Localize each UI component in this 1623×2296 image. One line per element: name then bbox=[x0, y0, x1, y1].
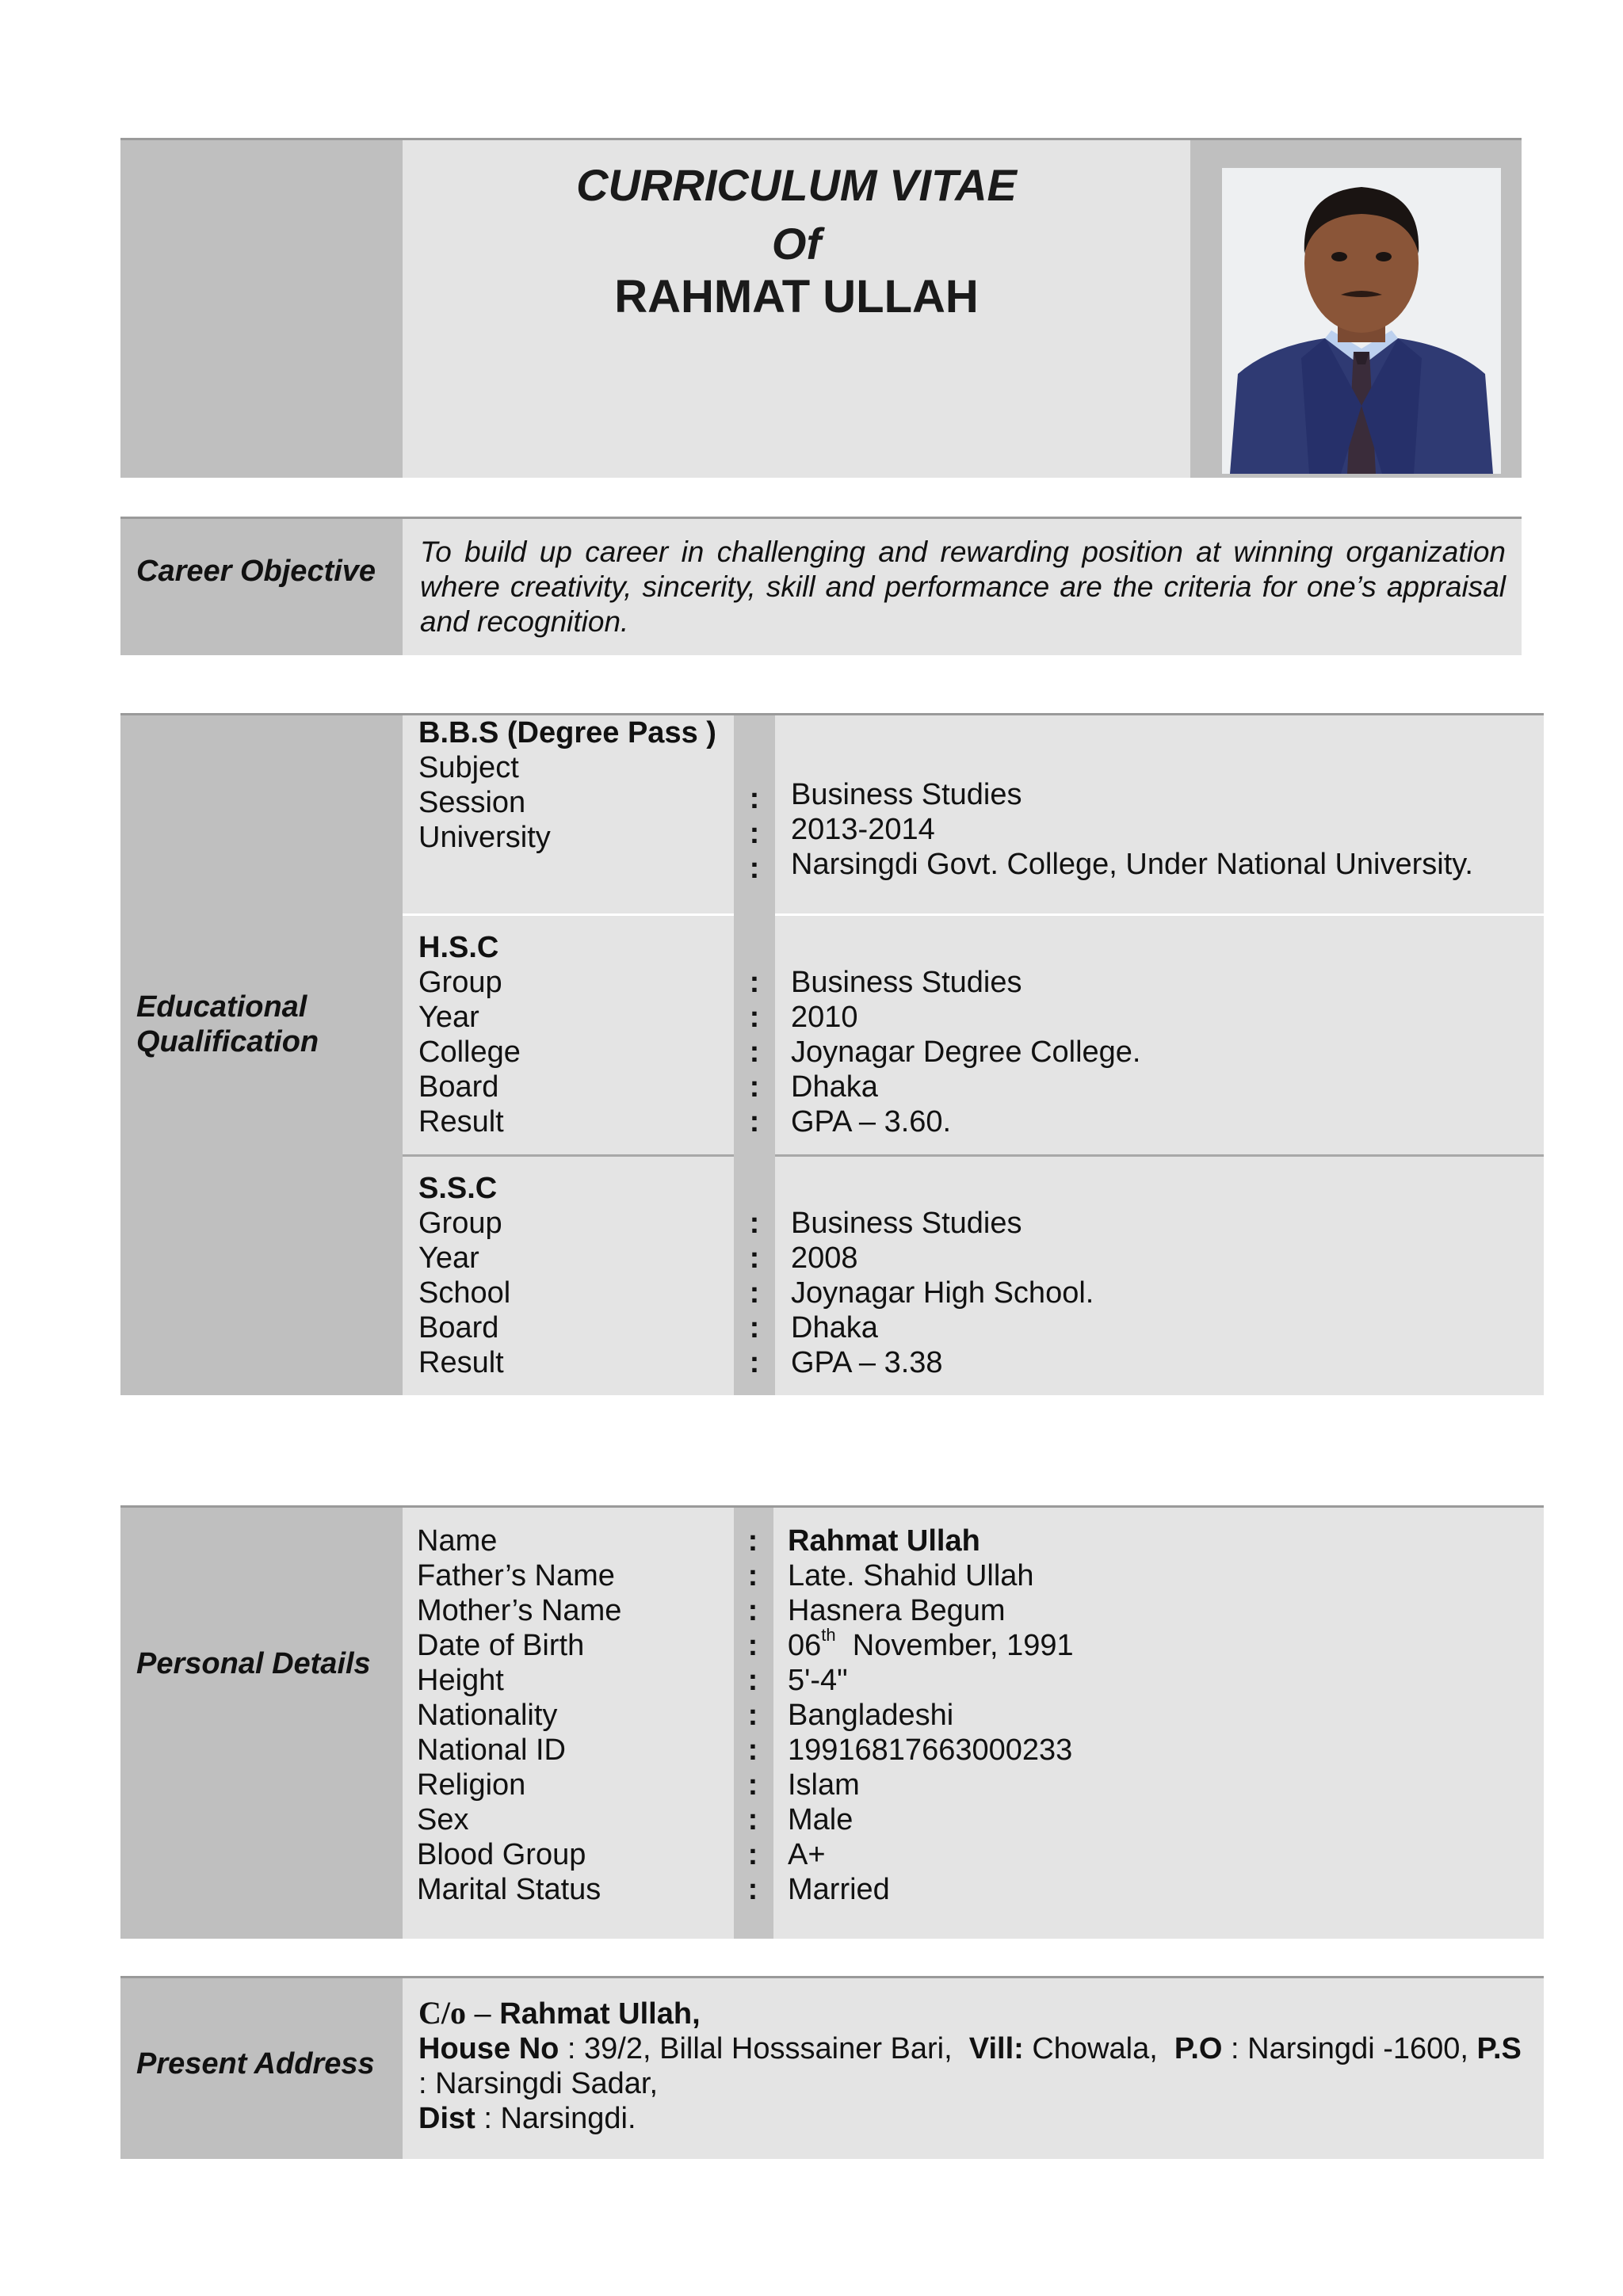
cv-name: RAHMAT ULLAH bbox=[614, 271, 979, 322]
colon: : bbox=[749, 1105, 760, 1138]
cv-title-of: Of bbox=[771, 219, 822, 269]
personal-value: Hasnera Begum bbox=[788, 1594, 1006, 1627]
ps-value: : Narsingdi Sadar, bbox=[418, 2067, 659, 2100]
personal-field: Father’s Name bbox=[417, 1559, 615, 1592]
po-value: : Narsingdi -1600, bbox=[1222, 2032, 1477, 2065]
colon: : bbox=[749, 1311, 760, 1344]
personal-values-panel bbox=[773, 1505, 1544, 1939]
colon: : bbox=[749, 782, 760, 815]
colon: : bbox=[749, 817, 760, 850]
colon: : bbox=[747, 1524, 758, 1558]
hsc-value: Joynagar Degree College. bbox=[791, 1035, 1141, 1069]
bbs-value: Narsingdi Govt. College, Under National University. bbox=[791, 848, 1473, 881]
colon: : bbox=[747, 1629, 758, 1662]
career-label-panel bbox=[120, 517, 403, 655]
colon: : bbox=[747, 1664, 758, 1697]
address-care-of bbox=[418, 1996, 1536, 2031]
ssc-value: Dhaka bbox=[791, 1311, 878, 1344]
ssc-value: Joynagar High School. bbox=[791, 1276, 1094, 1310]
address-label-panel bbox=[120, 1976, 403, 2159]
ssc-field: School bbox=[418, 1276, 511, 1310]
colon: : bbox=[747, 1699, 758, 1732]
education-label-panel bbox=[120, 713, 403, 1395]
ssc-heading: S.S.C bbox=[418, 1172, 498, 1205]
bbs-field: Subject bbox=[418, 751, 519, 784]
house-value: : 39/2, Billal Hosssainer Bari, bbox=[559, 2032, 969, 2065]
personal-field: National ID bbox=[417, 1733, 566, 1767]
personal-separator-column bbox=[734, 1505, 773, 1939]
cv-title: CURRICULUM VITAE bbox=[576, 160, 1017, 210]
colon: : bbox=[747, 1559, 758, 1592]
vill-label: Vill: bbox=[968, 2032, 1024, 2065]
personal-value: Male bbox=[788, 1803, 854, 1836]
hsc-field: Group bbox=[418, 966, 502, 999]
po-label: P.O bbox=[1174, 2032, 1223, 2065]
ssc-value: 2008 bbox=[791, 1241, 858, 1275]
colon: : bbox=[749, 1070, 760, 1104]
header-left-panel bbox=[120, 138, 403, 478]
personal-details-label: Personal Details bbox=[136, 1647, 371, 1680]
ssc-colons bbox=[734, 1206, 775, 1380]
colon: : bbox=[747, 1873, 758, 1906]
bbs-value: 2013-2014 bbox=[791, 813, 935, 846]
address-text-panel bbox=[403, 1976, 1544, 2159]
profile-photo bbox=[1222, 168, 1501, 474]
personal-value: Islam bbox=[788, 1768, 860, 1802]
ssc-value: Business Studies bbox=[791, 1207, 1022, 1240]
hsc-field: Board bbox=[418, 1070, 499, 1104]
colon: : bbox=[749, 852, 760, 885]
colon: : bbox=[749, 1346, 760, 1379]
bbs-field: Session bbox=[418, 786, 526, 819]
personal-field: Sex bbox=[417, 1803, 469, 1836]
colon: : bbox=[749, 966, 760, 999]
personal-field: Blood Group bbox=[417, 1838, 586, 1871]
colon: : bbox=[749, 1001, 760, 1034]
address-text bbox=[418, 1996, 1536, 2136]
personal-field: Mother’s Name bbox=[417, 1594, 622, 1627]
career-text-panel bbox=[403, 517, 1522, 655]
personal-label-panel bbox=[120, 1505, 403, 1939]
education-label-line2: Qualification bbox=[136, 1025, 319, 1058]
dob-suffix: th bbox=[821, 1625, 836, 1645]
personal-value: 19916817663000233 bbox=[788, 1733, 1073, 1767]
bbs-field: University bbox=[418, 821, 551, 854]
hsc-value: Business Studies bbox=[791, 966, 1022, 999]
colon: : bbox=[749, 1035, 760, 1069]
header-title-panel bbox=[403, 138, 1190, 478]
personal-value: Bangladeshi bbox=[788, 1699, 954, 1732]
personal-value: 5'-4" bbox=[788, 1664, 848, 1697]
colon: : bbox=[747, 1838, 758, 1871]
dist-label: Dist bbox=[418, 2102, 475, 2135]
colon: : bbox=[747, 1768, 758, 1802]
care-of-name: Rahmat Ullah, bbox=[499, 1997, 701, 2031]
personal-field: Name bbox=[417, 1524, 498, 1558]
dist-value: : Narsingdi. bbox=[475, 2102, 636, 2135]
colon: : bbox=[747, 1803, 758, 1836]
hsc-value: 2010 bbox=[791, 1001, 858, 1034]
present-address-label: Present Address bbox=[136, 2047, 375, 2081]
bbs-colons bbox=[734, 781, 775, 886]
colon: : bbox=[749, 1241, 760, 1275]
colon: : bbox=[749, 1276, 760, 1310]
personal-value: Married bbox=[788, 1873, 890, 1906]
bbs-values-panel bbox=[775, 713, 1544, 913]
career-objective-label: Career Objective bbox=[136, 555, 376, 588]
care-of-dash: – bbox=[466, 1997, 500, 2031]
hsc-field: Result bbox=[418, 1105, 504, 1138]
hsc-field: Year bbox=[418, 1001, 479, 1034]
hsc-colons bbox=[734, 965, 775, 1139]
hsc-heading: H.S.C bbox=[418, 931, 499, 964]
bbs-value: Business Studies bbox=[791, 778, 1022, 811]
personal-field: Marital Status bbox=[417, 1873, 601, 1906]
ssc-field: Group bbox=[418, 1207, 502, 1240]
ssc-value: GPA – 3.38 bbox=[791, 1346, 943, 1379]
vill-value: Chowala, bbox=[1023, 2032, 1174, 2065]
dob-day: 06 bbox=[788, 1629, 822, 1662]
personal-value: A+ bbox=[788, 1838, 826, 1871]
personal-field: Religion bbox=[417, 1768, 526, 1802]
hsc-value: GPA – 3.60. bbox=[791, 1105, 952, 1138]
ssc-values-panel bbox=[775, 1154, 1544, 1395]
personal-value-dob bbox=[788, 1625, 1074, 1663]
colon: : bbox=[747, 1594, 758, 1627]
hsc-values-panel bbox=[775, 913, 1544, 1155]
career-objective-text: To build up career in challenging and rewarding position at winning organization where creativity, sincerity, skill and performance are the criteria for one’s appraisal and recognition. bbox=[420, 536, 1506, 638]
personal-fields-panel bbox=[403, 1505, 734, 1939]
address-line bbox=[418, 2031, 1536, 2066]
ssc-field: Result bbox=[418, 1346, 504, 1379]
personal-field: Height bbox=[417, 1664, 504, 1697]
bbs-heading: B.B.S (Degree Pass ) bbox=[418, 716, 716, 749]
education-label-line1: Educational bbox=[136, 990, 307, 1024]
hsc-field: College bbox=[418, 1035, 521, 1069]
personal-value: Late. Shahid Ullah bbox=[788, 1559, 1034, 1592]
ssc-fields-panel bbox=[403, 1154, 734, 1395]
hsc-fields-panel bbox=[403, 913, 734, 1155]
bbs-fields-panel bbox=[403, 713, 734, 913]
dob-rest: November, 1991 bbox=[852, 1629, 1074, 1662]
colon: : bbox=[749, 1207, 760, 1240]
hsc-value: Dhaka bbox=[791, 1070, 878, 1104]
ssc-field: Board bbox=[418, 1311, 499, 1344]
care-of-label: C/o bbox=[418, 1995, 466, 2031]
ps-label: P.S bbox=[1476, 2032, 1522, 2065]
ssc-field: Year bbox=[418, 1241, 479, 1275]
address-district bbox=[418, 2101, 1536, 2136]
personal-field: Date of Birth bbox=[417, 1629, 585, 1662]
house-label: House No bbox=[418, 2032, 559, 2065]
personal-value: Rahmat Ullah bbox=[788, 1524, 980, 1558]
colon: : bbox=[747, 1733, 758, 1767]
personal-field: Nationality bbox=[417, 1699, 558, 1732]
